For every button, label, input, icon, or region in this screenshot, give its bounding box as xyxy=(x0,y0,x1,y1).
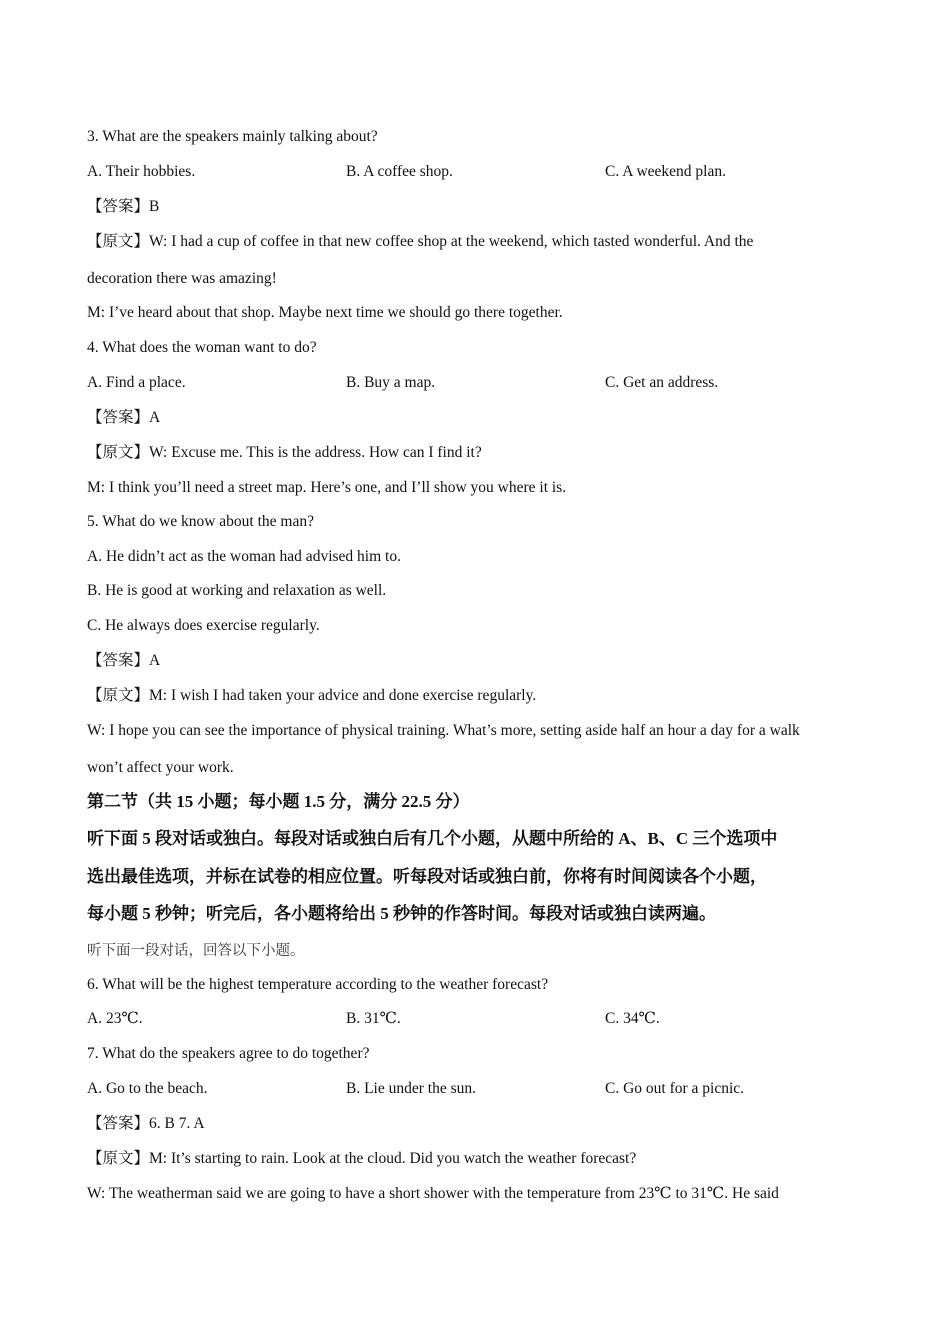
section-2-instructions-line-1: 听下面 5 段对话或独白。每段对话或独白后有几个小题，从题中所给的 A、B、C 三个选项中 xyxy=(87,829,778,848)
question-4: 4. What does the woman want to do? xyxy=(87,339,317,356)
question-7: 7. What do the speakers agree to do together? xyxy=(87,1045,370,1062)
q3-answer: 【答案】B xyxy=(87,198,160,215)
q7-option-a: A. Go to the beach. xyxy=(87,1080,208,1097)
q6-q7-script-line-2: W: The weatherman said we are going to have a short shower with the temperature from 23℃ to 31℃. He said xyxy=(87,1185,779,1202)
question-5: 5. What do we know about the man? xyxy=(87,513,314,530)
q7-option-c: C. Go out for a picnic. xyxy=(605,1080,745,1097)
q5-answer: 【答案】A xyxy=(87,652,161,669)
q4-option-b: B. Buy a map. xyxy=(346,374,436,391)
question-6: 6. What will be the highest temperature according to the weather forecast? xyxy=(87,976,549,993)
q3-option-c: C. A weekend plan. xyxy=(605,163,726,180)
q6-option-a: A. 23℃. xyxy=(87,1010,143,1027)
q6-option-b: B. 31℃. xyxy=(346,1010,401,1027)
q7-option-b: B. Lie under the sun. xyxy=(346,1080,477,1097)
q3-option-b: B. A coffee shop. xyxy=(346,163,453,180)
q4-option-a: A. Find a place. xyxy=(87,374,186,391)
q3-script-line-2: decoration there was amazing! xyxy=(87,270,277,287)
q5-option-c: C. He always does exercise regularly. xyxy=(87,617,320,634)
q6-q7-script-line-1: 【原文】M: It’s starting to rain. Look at the cloud. Did you watch the weather forecast? xyxy=(87,1150,637,1167)
q5-script-line-1: 【原文】M: I wish I had taken your advice and done exercise regularly. xyxy=(87,687,537,704)
section-2-instructions-line-3: 每小题 5 秒钟；听完后，各小题将给出 5 秒钟的作答时间。每段对话或独白读两遍。 xyxy=(87,904,716,923)
q6-q7-answer: 【答案】6. B 7. A xyxy=(87,1115,205,1132)
q5-script-line-2: W: I hope you can see the importance of physical training. What’s more, setting aside half an hour a day for a walk xyxy=(87,722,800,739)
q5-script-line-3: won’t affect your work. xyxy=(87,759,234,776)
q3-option-a: A. Their hobbies. xyxy=(87,163,196,180)
q5-option-a: A. He didn’t act as the woman had advised him to. xyxy=(87,548,401,565)
question-3: 3. What are the speakers mainly talking about? xyxy=(87,128,378,145)
q4-script-line-2: M: I think you’ll need a street map. Here’s one, and I’ll show you where it is. xyxy=(87,479,567,496)
q4-option-c: C. Get an address. xyxy=(605,374,719,391)
dialogue-instruction: 听下面一段对话，回答以下小题。 xyxy=(87,943,305,959)
q3-script-line-3: M: I’ve heard about that shop. Maybe next time we should go there together. xyxy=(87,304,563,321)
q6-option-c: C. 34℃. xyxy=(605,1010,660,1027)
section-2-instructions-line-2: 选出最佳选项，并标在试卷的相应位置。听每段对话或独白前，你将有时间阅读各个小题， xyxy=(87,867,767,886)
q4-answer: 【答案】A xyxy=(87,409,161,426)
q5-option-b: B. He is good at working and relaxation as well. xyxy=(87,582,387,599)
section-2-title: 第二节（共 15 小题；每小题 1.5 分，满分 22.5 分） xyxy=(87,792,470,811)
q3-script-line-1: 【原文】W: I had a cup of coffee in that new coffee shop at the weekend, which tasted wonderful. And the xyxy=(87,233,754,250)
q4-script-line-1: 【原文】W: Excuse me. This is the address. How can I find it? xyxy=(87,444,482,461)
